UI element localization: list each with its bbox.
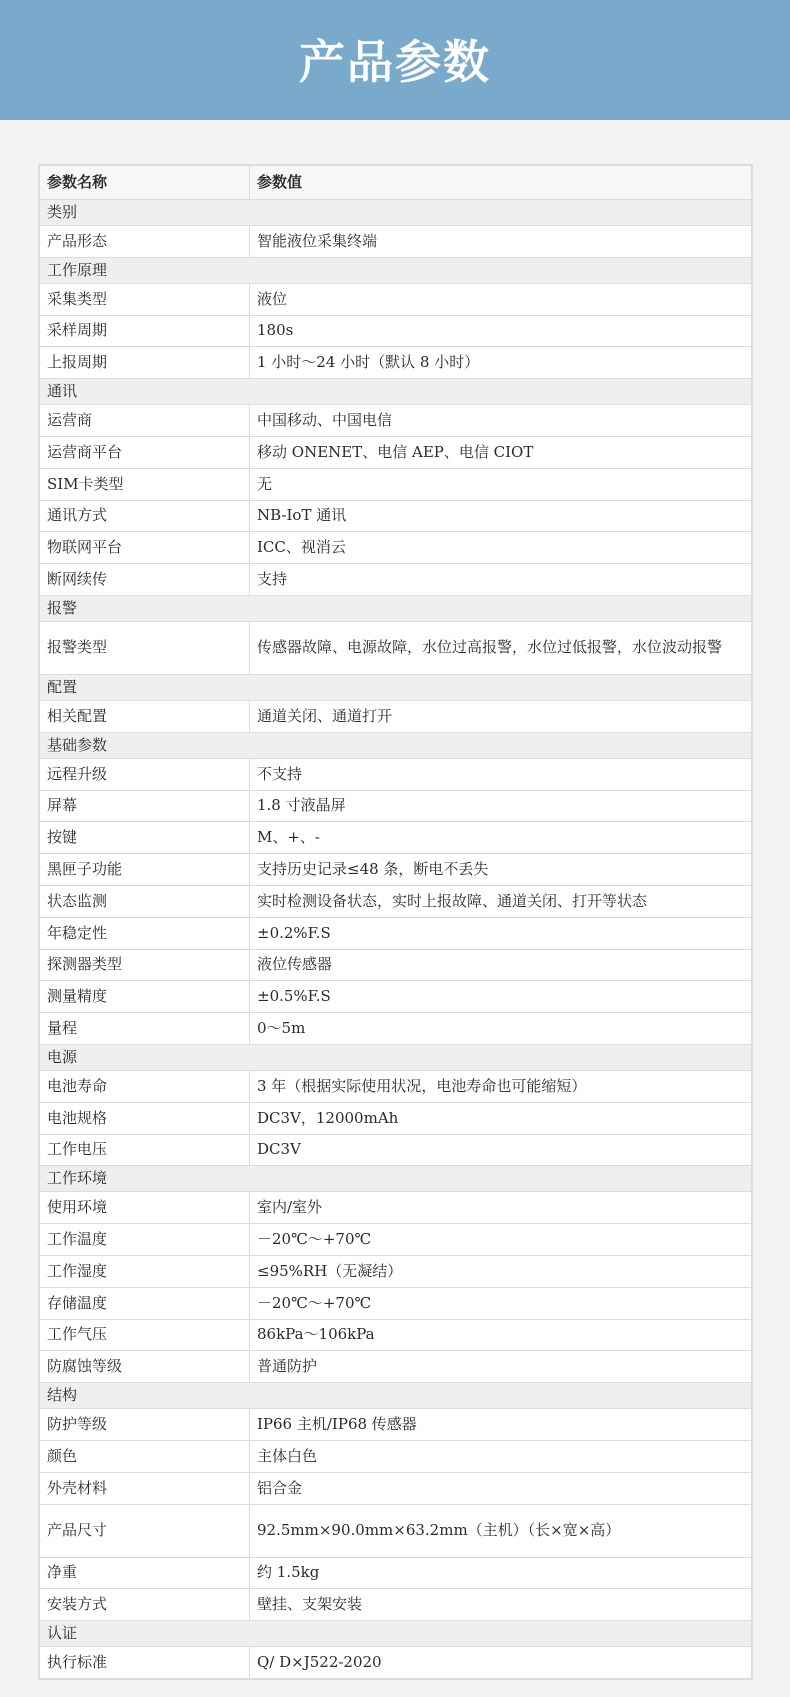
param-value: Q/ D×J522-2020 xyxy=(250,1647,752,1679)
table-row xyxy=(40,1409,752,1441)
table-row xyxy=(40,1255,752,1287)
param-name: 运营商 xyxy=(40,405,250,437)
table-row xyxy=(40,822,752,854)
param-value: 约 1.5kg xyxy=(250,1557,752,1589)
param-value: 中国移动、中国电信 xyxy=(250,405,752,437)
page-title: 产品参数 xyxy=(299,35,491,89)
section-title: 报警 xyxy=(40,595,752,621)
param-name: 执行标准 xyxy=(40,1647,250,1679)
param-value: 3 年（根据实际使用状况，电池寿命也可能缩短） xyxy=(250,1070,752,1102)
param-value: 传感器故障、电源故障，水位过高报警，水位过低报警，水位波动报警 xyxy=(250,621,752,674)
table-row xyxy=(40,758,752,790)
section-title: 类别 xyxy=(40,200,752,226)
param-name: 量程 xyxy=(40,1013,250,1045)
table-row xyxy=(40,564,752,596)
param-name: 通讯方式 xyxy=(40,500,250,532)
param-value: 86kPa～106kPa xyxy=(250,1319,752,1351)
param-value: 室内/室外 xyxy=(250,1192,752,1224)
param-name: 上报周期 xyxy=(40,347,250,379)
section-row xyxy=(40,732,752,758)
table-row xyxy=(40,1224,752,1256)
param-value: 支持 xyxy=(250,564,752,596)
param-name: 颜色 xyxy=(40,1440,250,1472)
param-name: 屏幕 xyxy=(40,790,250,822)
table-row xyxy=(40,1287,752,1319)
table-row xyxy=(40,1472,752,1504)
param-name: 采集类型 xyxy=(40,283,250,315)
param-name: 工作电压 xyxy=(40,1134,250,1166)
param-value: 180s xyxy=(250,315,752,347)
param-name: 工作湿度 xyxy=(40,1255,250,1287)
param-value: ICC、视消云 xyxy=(250,532,752,564)
table-row xyxy=(40,347,752,379)
section-title: 认证 xyxy=(40,1621,752,1647)
param-name: 外壳材料 xyxy=(40,1472,250,1504)
table-row xyxy=(40,1134,752,1166)
table-row xyxy=(40,1440,752,1472)
table-row xyxy=(40,283,752,315)
parameter-table xyxy=(38,164,753,1680)
table-row xyxy=(40,436,752,468)
param-name: 产品形态 xyxy=(40,226,250,258)
table-row xyxy=(40,1070,752,1102)
param-name: 断网续传 xyxy=(40,564,250,596)
section-row xyxy=(40,257,752,283)
param-name: 探测器类型 xyxy=(40,949,250,981)
param-value: －20℃～+70℃ xyxy=(250,1224,752,1256)
table-row xyxy=(40,949,752,981)
param-value: NB-IoT 通讯 xyxy=(250,500,752,532)
table-row xyxy=(40,1557,752,1589)
param-name: 采样周期 xyxy=(40,315,250,347)
section-title: 配置 xyxy=(40,674,752,700)
param-name: 物联网平台 xyxy=(40,532,250,564)
param-name: SIM卡类型 xyxy=(40,468,250,500)
section-title: 电源 xyxy=(40,1044,752,1070)
table-row xyxy=(40,1589,752,1621)
section-title: 通讯 xyxy=(40,379,752,405)
table-row xyxy=(40,981,752,1013)
param-value: DC3V xyxy=(250,1134,752,1166)
param-name: 防护等级 xyxy=(40,1409,250,1441)
table-row xyxy=(40,532,752,564)
param-value: ±0.2%F.S xyxy=(250,917,752,949)
param-name: 安装方式 xyxy=(40,1589,250,1621)
table-row xyxy=(40,1319,752,1351)
table-row xyxy=(40,917,752,949)
param-name: 按键 xyxy=(40,822,250,854)
section-row xyxy=(40,1621,752,1647)
section-row xyxy=(40,674,752,700)
table-header-row xyxy=(40,166,752,200)
table-row xyxy=(40,700,752,732)
table-row xyxy=(40,1351,752,1383)
table-row xyxy=(40,1647,752,1679)
param-name: 年稳定性 xyxy=(40,917,250,949)
section-row xyxy=(40,379,752,405)
param-name: 使用环境 xyxy=(40,1192,250,1224)
param-value: 液位传感器 xyxy=(250,949,752,981)
table-row xyxy=(40,854,752,886)
param-name: 运营商平台 xyxy=(40,436,250,468)
section-title: 工作环境 xyxy=(40,1166,752,1192)
param-name: 黑匣子功能 xyxy=(40,854,250,886)
param-name: 电池规格 xyxy=(40,1102,250,1134)
param-value: 无 xyxy=(250,468,752,500)
param-value: 0～5m xyxy=(250,1013,752,1045)
param-name: 工作气压 xyxy=(40,1319,250,1351)
param-value: 1.8 寸液晶屏 xyxy=(250,790,752,822)
header-param-name: 参数名称 xyxy=(40,166,250,200)
param-value: DC3V，12000mAh xyxy=(250,1102,752,1134)
section-row xyxy=(40,1166,752,1192)
table-row xyxy=(40,468,752,500)
table-row xyxy=(40,226,752,258)
table-row xyxy=(40,1504,752,1557)
param-name: 防腐蚀等级 xyxy=(40,1351,250,1383)
section-row xyxy=(40,1044,752,1070)
param-name: 电池寿命 xyxy=(40,1070,250,1102)
table-row xyxy=(40,500,752,532)
section-title: 基础参数 xyxy=(40,732,752,758)
param-name: 存储温度 xyxy=(40,1287,250,1319)
param-value: ±0.5%F.S xyxy=(250,981,752,1013)
param-value: 92.5mm×90.0mm×63.2mm（主机）（长×宽×高） xyxy=(250,1504,752,1557)
param-value: ≤95%RH（无凝结） xyxy=(250,1255,752,1287)
section-row xyxy=(40,200,752,226)
param-value: 通道关闭、通道打开 xyxy=(250,700,752,732)
section-row xyxy=(40,1383,752,1409)
title-banner xyxy=(0,0,790,120)
param-value: －20℃～+70℃ xyxy=(250,1287,752,1319)
param-value: 实时检测设备状态，实时上报故障、通道关闭、打开等状态 xyxy=(250,885,752,917)
param-value: M、+、- xyxy=(250,822,752,854)
param-name: 状态监测 xyxy=(40,885,250,917)
param-value: 不支持 xyxy=(250,758,752,790)
param-name: 相关配置 xyxy=(40,700,250,732)
table-row xyxy=(40,405,752,437)
table-row xyxy=(40,1192,752,1224)
param-value: 普通防护 xyxy=(250,1351,752,1383)
param-name: 报警类型 xyxy=(40,621,250,674)
table-row xyxy=(40,1013,752,1045)
section-row xyxy=(40,595,752,621)
section-title: 结构 xyxy=(40,1383,752,1409)
param-name: 净重 xyxy=(40,1557,250,1589)
table-row xyxy=(40,621,752,674)
section-title: 工作原理 xyxy=(40,257,752,283)
param-name: 产品尺寸 xyxy=(40,1504,250,1557)
header-param-value: 参数值 xyxy=(250,166,752,200)
param-name: 工作温度 xyxy=(40,1224,250,1256)
param-value: 主体白色 xyxy=(250,1440,752,1472)
table-row xyxy=(40,885,752,917)
param-value: 壁挂、支架安装 xyxy=(250,1589,752,1621)
table-row xyxy=(40,790,752,822)
param-value: 智能液位采集终端 xyxy=(250,226,752,258)
param-value: 1 小时～24 小时（默认 8 小时） xyxy=(250,347,752,379)
param-value: 支持历史记录≤48 条，断电不丢失 xyxy=(250,854,752,886)
param-value: 铝合金 xyxy=(250,1472,752,1504)
param-value: 移动 ONENET、电信 AEP、电信 CIOT xyxy=(250,436,752,468)
param-value: 液位 xyxy=(250,283,752,315)
param-value: IP66 主机/IP68 传感器 xyxy=(250,1409,752,1441)
param-name: 测量精度 xyxy=(40,981,250,1013)
table-row xyxy=(40,315,752,347)
param-name: 远程升级 xyxy=(40,758,250,790)
table-row xyxy=(40,1102,752,1134)
